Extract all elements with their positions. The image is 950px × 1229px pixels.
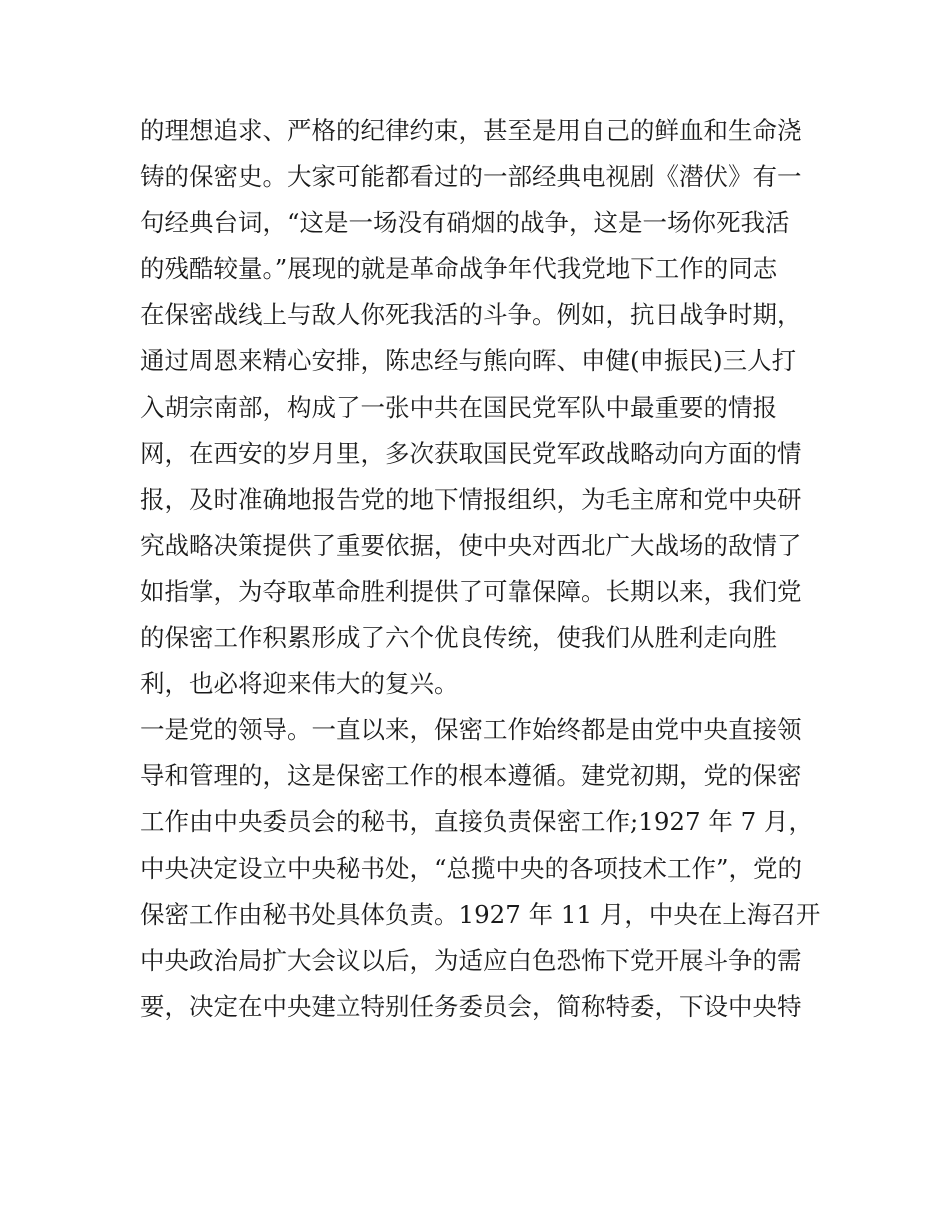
text-line: 工作由中央委员会的秘书，直接负责保密工作;1927 年 7 月， xyxy=(140,807,814,837)
text-line: 的理想追求、严格的纪律约束，甚至是用自己的鲜血和生命浇 xyxy=(140,116,802,145)
text-line: 究战略决策提供了重要依据，使中央对西北广大战场的敌情了 xyxy=(140,530,802,560)
text-line: 要，决定在中央建立特别任务委员会，简称特委，下设中央特 xyxy=(140,991,802,1021)
text-line: 入胡宗南部，构成了一张中共在国民党军队中最重要的情报 xyxy=(140,392,777,422)
text-line: 保密工作由秘书处具体负责。1927 年 11 月，中央在上海召开 xyxy=(140,899,821,929)
text-line: 导和管理的，这是保密工作的根本遵循。建党初期，党的保密 xyxy=(140,761,802,791)
text-line: 报，及时准确地报告党的地下情报组织，为毛主席和党中央研 xyxy=(140,484,802,514)
text-line: 句经典台词，“这是一场没有硝烟的战争，这是一场你死我活 xyxy=(140,208,790,238)
text-line: 的保密工作积累形成了六个优良传统，使我们从胜利走向胜 xyxy=(140,623,777,653)
text-line: 的残酷较量。”展现的就是革命战争年代我党地下工作的同志 xyxy=(140,254,778,284)
text-line: 一是党的领导。一直以来，保密工作始终都是由党中央直接领 xyxy=(140,715,802,745)
text-line: 铸的保密史。大家可能都看过的一部经典电视剧《潜伏》有一 xyxy=(140,162,802,192)
text-line: 中央决定设立中央秘书处，“总揽中央的各项技术工作”，党的 xyxy=(140,853,803,883)
text-line: 利，也必将迎来伟大的复兴。 xyxy=(140,669,459,699)
text-line: 通过周恩来精心安排，陈忠经与熊向晖、申健(申振民)三人打 xyxy=(140,346,797,376)
text-line: 中央政治局扩大会议以后，为适应白色恐怖下党开展斗争的需 xyxy=(140,945,802,975)
text-line: 在保密战线上与敌人你死我活的斗争。例如，抗日战争时期， xyxy=(140,300,802,330)
text-line: 如指掌，为夺取革命胜利提供了可靠保障。长期以来，我们党 xyxy=(140,576,802,606)
body-text xyxy=(140,108,820,1030)
text-line: 网，在西安的岁月里，多次获取国民党军政战略动向方面的情 xyxy=(140,438,802,468)
